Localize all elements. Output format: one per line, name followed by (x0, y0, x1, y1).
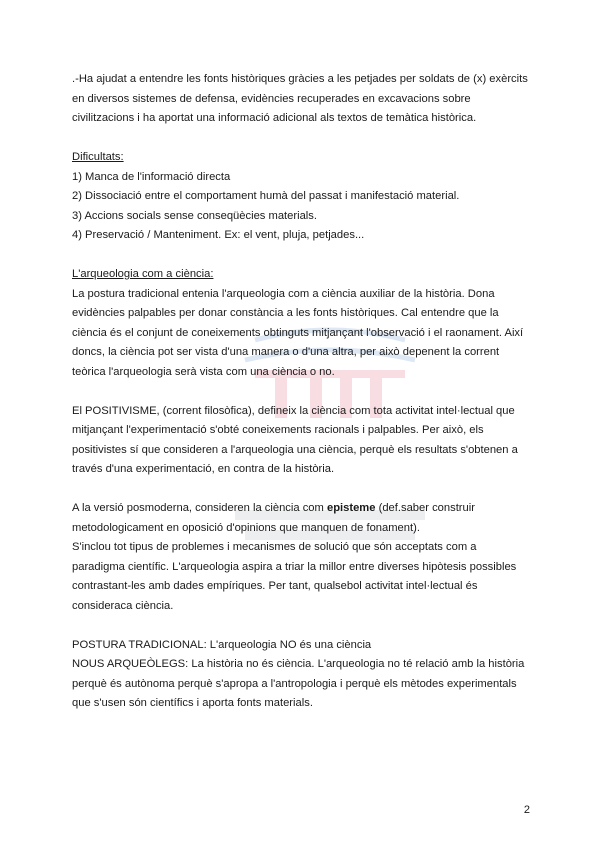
heading-science: L'arqueologia com a ciència: (72, 268, 214, 280)
postmodern-text-before: A la versió posmoderna, consideren la ciència com (72, 502, 327, 514)
postmodern-text-after: (def.saber construir metodologicament en oposició d'opinions que manquen de fonament). (72, 502, 475, 534)
paragraph-new-archaeologists: NOUS ARQUEÒLEGS: La història no és ciència. L'arqueologia no té relació amb la història perquè és autònoma perquè s'apropa a l'antropologia i perquè els mètodes experimentals que s'usen són científics i aporta fonts materials. (72, 658, 525, 709)
heading-difficulties: Dificultats: (72, 151, 124, 163)
paragraph-science: La postura tradicional entenia l'arqueologia com a ciència auxiliar de la història. Dona evidències palpables per donar constància a les fonts històriques. Cal entendre que la ciència és el conjunt de coneixements obtinguts mitjançant l'observació i el raonament. Així doncs, la ciència pot ser vista d'una manera o d'una altra, per això depenent la corrent teòrica l'arqueologia serà vista com una ciència o no. (72, 287, 524, 378)
paragraph-positivism: El POSITIVISME, (corrent filosòfica), defineix la ciència com tota activitat intel·lectual que mitjançant l'experimentació s'obté coneixements racionals i palpables. Per això, els positivistes sí que consideren a l'arqueologia una ciència, perquè els resultats s'obtenen a través d'una experimentació, en contra de la història. (72, 404, 518, 475)
paragraph-traditional: POSTURA TRADICIONAL: L'arqueologia NO és una ciència (72, 638, 372, 651)
page-number: 2 (523, 804, 530, 816)
list-item: 2) Dissociació entre el comportament humà del passat i manifestació material. (72, 190, 460, 202)
list-item: 3) Accions socials sense conseqüècies materials. (72, 209, 317, 222)
paragraph-postmodern (72, 499, 532, 538)
term-episteme: episteme (326, 502, 376, 514)
list-item: 1) Manca de l'informació directa (72, 170, 231, 183)
list-item: 4) Preservació / Manteniment. Ex: el vent, pluja, petjades... (72, 229, 365, 241)
paragraph-postmodern-2: S'inclou tot tipus de problemes i mecanismes de solució que són acceptats com a paradigma científic. L'arqueologia aspira a triar la millor entre diverses hipòtesis possibles contrastant-les amb dades empíriques. Per tant, qualsebol activitat intel·lectual és consideraca ciència. (72, 541, 517, 612)
paragraph-intro: .-Ha ajudat a entendre les fonts històriques gràcies a les petjades per soldats de (x) exèrcits en diversos sistemes de defensa, evidències recuperades en excavacions sobre civilitzacions i ha aportat una informació adicional als textos de temàtica històrica. (72, 73, 528, 124)
document-body (72, 70, 532, 714)
